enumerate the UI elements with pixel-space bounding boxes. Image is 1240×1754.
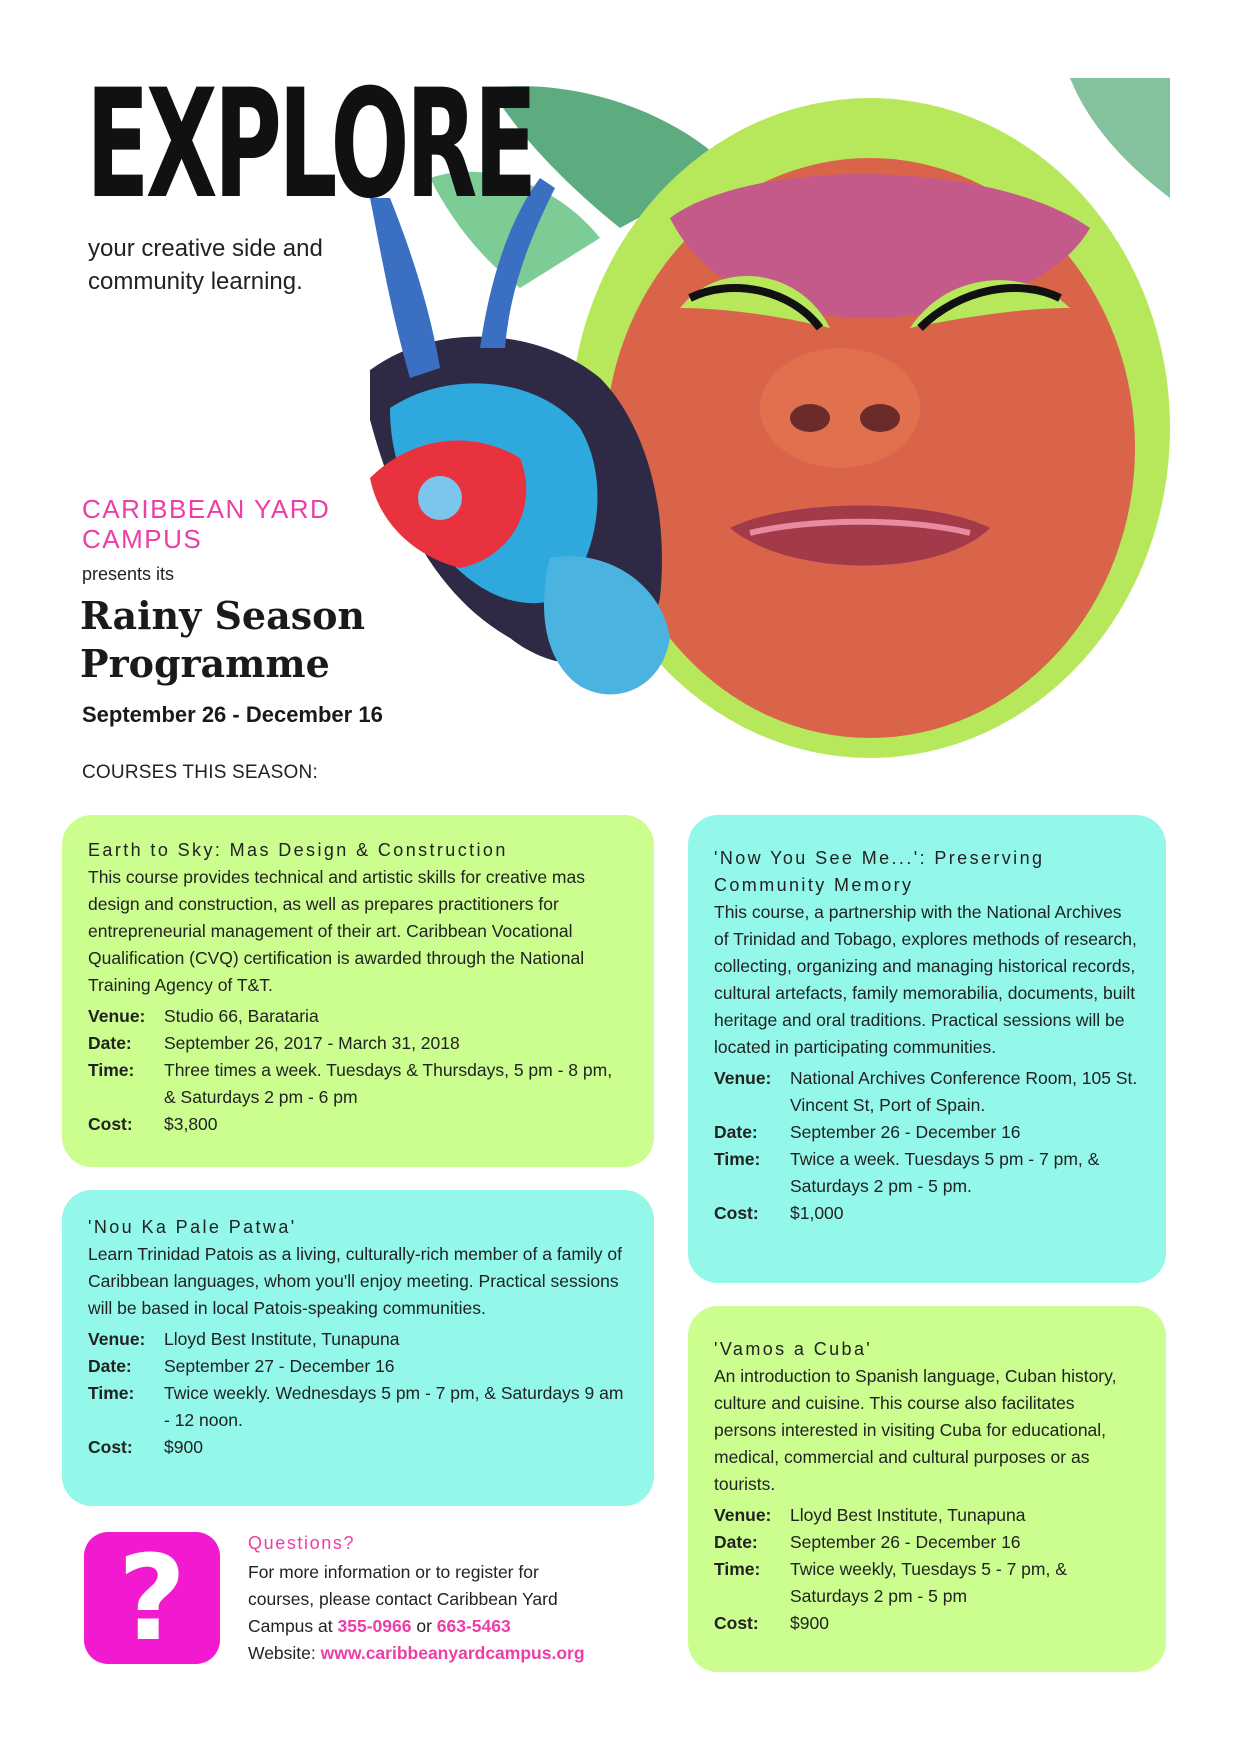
venue-label: Venue:: [88, 1006, 146, 1026]
venue-label: Venue:: [714, 1505, 772, 1525]
time-label: Time:: [88, 1060, 135, 1080]
course-title: Earth to Sky: Mas Design & Construction: [88, 840, 508, 860]
course-description: An introduction to Spanish language, Cuban history, culture and cuisine. This course also facilitates persons interested in visiting Cuba for educational, medical, commercial and cultural purposes or as tourists.: [714, 1366, 1117, 1494]
course-details: [88, 1326, 628, 1461]
or-text: or: [416, 1616, 432, 1636]
course-card-vamos-a-cuba: [688, 1306, 1166, 1672]
cost-label: Cost:: [714, 1613, 759, 1633]
headline: EXPLORE: [86, 58, 534, 232]
questions-heading: Questions?: [248, 1533, 356, 1553]
date-value: September 26 - December 16: [790, 1532, 1021, 1552]
course-title: 'Nou Ka Pale Patwa': [88, 1217, 297, 1237]
date-value: September 27 - December 16: [164, 1356, 395, 1376]
cost-label: Cost:: [714, 1203, 759, 1223]
date-label: Date:: [88, 1356, 132, 1376]
course-card-community-memory: [688, 815, 1166, 1283]
cost-label: Cost:: [88, 1437, 133, 1457]
time-value: Three times a week. Tuesdays & Thursdays, 5 pm - 8 pm, & Saturdays 2 pm - 6 pm: [164, 1060, 613, 1107]
venue-value: Lloyd Best Institute, Tunapuna: [164, 1329, 400, 1349]
phone-number-2[interactable]: 663-5463: [436, 1616, 511, 1636]
website-link[interactable]: www.caribbeanyardcampus.org: [320, 1643, 585, 1663]
date-value: September 26, 2017 - March 31, 2018: [164, 1033, 460, 1053]
venue-value: National Archives Conference Room, 105 St. Vincent St, Port of Spain.: [790, 1068, 1138, 1115]
programme-title: Rainy Season Programme: [80, 593, 366, 686]
organizer-name: CARIBBEAN YARD CAMPUS: [82, 494, 331, 554]
question-mark-glyph: ?: [117, 1529, 187, 1667]
tagline: your creative side and community learning.: [88, 235, 323, 295]
cost-label: Cost:: [88, 1114, 133, 1134]
phone-number-1[interactable]: 355-0966: [337, 1616, 412, 1636]
time-value: Twice weekly, Tuesdays 5 - 7 pm, & Saturdays 2 pm - 5 pm: [790, 1559, 1067, 1606]
venue-value: Studio 66, Barataria: [164, 1006, 319, 1026]
time-label: Time:: [88, 1383, 135, 1403]
contact-text: [248, 1559, 608, 1640]
course-card-mas-design: [62, 815, 654, 1167]
course-details: [714, 1502, 1140, 1637]
date-label: Date:: [88, 1033, 132, 1053]
course-description: Learn Trinidad Patois as a living, culturally-rich member of a family of Caribbean languages, whom you'll enjoy meeting. Practical sessions will be based in local Patois-speaking communities.: [88, 1244, 622, 1318]
venue-value: Lloyd Best Institute, Tunapuna: [790, 1505, 1026, 1525]
course-details: [714, 1065, 1140, 1227]
venue-label: Venue:: [88, 1329, 146, 1349]
website-label: Website:: [248, 1643, 316, 1663]
course-title: 'Vamos a Cuba': [714, 1339, 873, 1359]
date-label: Date:: [714, 1122, 758, 1142]
website-line: [248, 1640, 608, 1667]
date-label: Date:: [714, 1532, 758, 1552]
course-card-patwa: [62, 1190, 654, 1506]
time-label: Time:: [714, 1559, 761, 1579]
course-description: This course provides technical and artistic skills for creative mas design and construction, as well as prepares practitioners for entrepreneurial management of their art. Caribbean Vocational Qualification (CVQ) certification is awarded through the National Training Agency of T&T.: [88, 867, 585, 995]
course-description: This course, a partnership with the National Archives of Trinidad and Tobago, explores methods of research, collecting, organizing and managing historical records, cultural artefacts, family memorabilia, documents, built heritage and oral traditions. Practical sessions will be located in participating communities.: [714, 902, 1137, 1057]
time-value: Twice weekly. Wednesdays 5 pm - 7 pm, & Saturdays 9 am - 12 noon.: [164, 1383, 624, 1430]
cost-value: $1,000: [790, 1203, 844, 1223]
venue-label: Venue:: [714, 1068, 772, 1088]
date-value: September 26 - December 16: [790, 1122, 1021, 1142]
time-label: Time:: [714, 1149, 761, 1169]
question-mark-icon: [84, 1529, 220, 1667]
season-dates: September 26 - December 16: [82, 702, 383, 727]
presents-text: presents its: [82, 564, 175, 584]
courses-heading: COURSES THIS SEASON:: [82, 762, 318, 783]
time-value: Twice a week. Tuesdays 5 pm - 7 pm, & Saturdays 2 pm - 5 pm.: [790, 1149, 1100, 1196]
course-title: 'Now You See Me...': Preserving Community Memory: [714, 848, 1045, 895]
contact-intro: For more information or to register for courses, please contact Caribbean Yard Campus at: [248, 1562, 558, 1636]
cost-value: $3,800: [164, 1114, 218, 1134]
contact-info: [248, 1530, 608, 1667]
course-details: [88, 1003, 628, 1138]
cost-value: $900: [790, 1613, 829, 1633]
cost-value: $900: [164, 1437, 203, 1457]
